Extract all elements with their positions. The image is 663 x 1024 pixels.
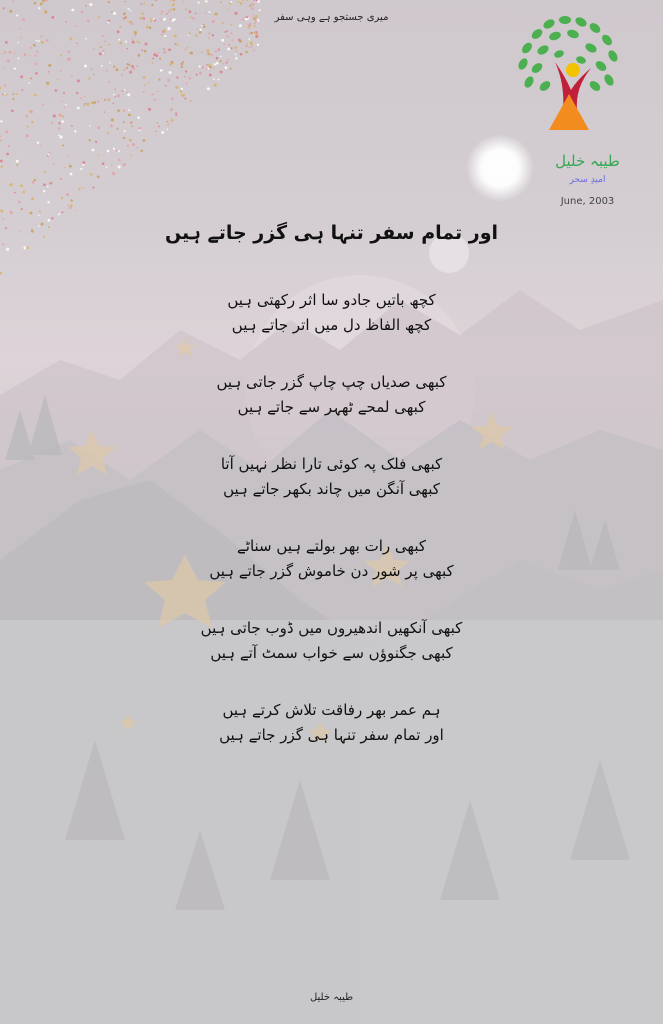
stanza — [0, 616, 663, 666]
poem-line: کبھی آنکھیں اندھیروں میں ڈوب جاتی ہیں — [200, 619, 463, 637]
brand-name: طیبہ خلیل — [555, 152, 620, 170]
brand-tagline: امیدِ سحر — [569, 175, 606, 185]
poem-line: کبھی آنگن میں چاند بکھر جاتے ہیں — [223, 480, 440, 498]
poem-line: کچھ باتیں جادو سا اثر رکھتی ہیں — [227, 291, 436, 309]
poem-line: کبھی فلک پہ کوئی تارا نظر نہیں آتا — [220, 455, 443, 473]
poem-line: کبھی صدیاں چپ چاپ گزر جاتی ہیں — [216, 373, 447, 391]
poem-line: ہم عمر بھر رفاقت تلاش کرتے ہیں — [222, 701, 441, 719]
stanza — [0, 698, 663, 748]
page-footer: طیبہ خلیل — [309, 992, 354, 1003]
poem-line: کبھی رات بھر بولتے ہیں سناٹے — [237, 537, 426, 555]
poem-body — [0, 288, 663, 780]
page-header: میری جستجو ہے وہی سفر — [274, 12, 389, 23]
poem-line: کبھی پر شور دن خاموش گزر جاتے ہیں — [209, 562, 454, 580]
poem-title: اور تمام سفر تنہا ہی گزر جاتے ہیں — [164, 222, 499, 244]
poem-line: کبھی لمحے ٹھہر سے جاتے ہیں — [237, 398, 426, 416]
poem-line: اور تمام سفر تنہا ہی گزر جاتے ہیں — [219, 726, 444, 744]
stanza — [0, 452, 663, 502]
poem-date: June, 2003 — [560, 196, 615, 207]
poem-line: کبھی جگنوؤں سے خواب سمٹ آتے ہیں — [210, 644, 453, 662]
stanza — [0, 288, 663, 338]
stanza — [0, 370, 663, 420]
tree-logo-icon — [515, 14, 623, 130]
poem-line: کچھ الفاظ دل میں اتر جاتے ہیں — [231, 316, 432, 334]
stanza — [0, 534, 663, 584]
